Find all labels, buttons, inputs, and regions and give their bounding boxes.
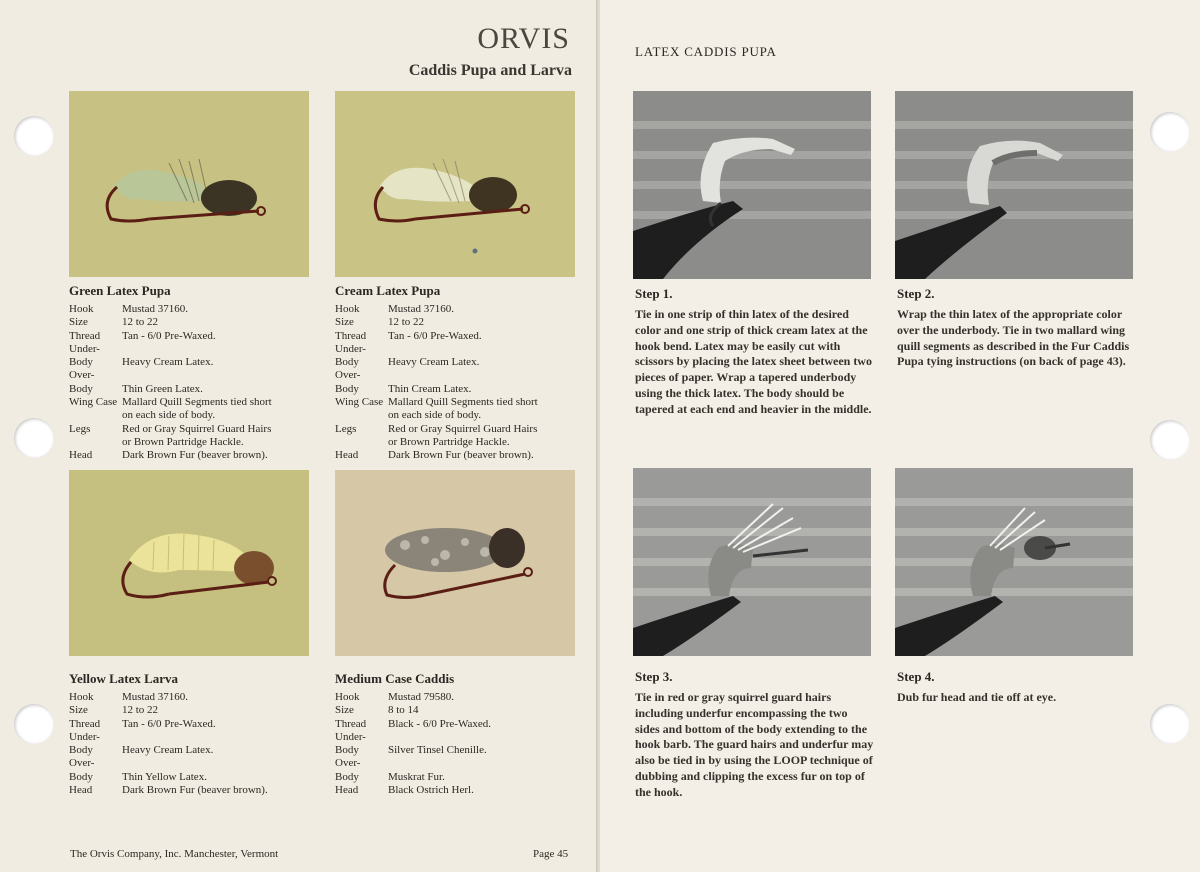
step-photo-2 bbox=[895, 91, 1133, 279]
recipe-value: Thin Cream Latex. bbox=[388, 382, 472, 395]
recipe-row bbox=[335, 369, 585, 382]
recipe-label bbox=[335, 409, 388, 422]
recipe-row bbox=[335, 704, 585, 717]
recipe-label: Under- bbox=[335, 342, 366, 355]
recipe-value: on each side of body. bbox=[122, 409, 216, 422]
fly-name: Green Latex Pupa bbox=[69, 283, 171, 298]
recipe-row bbox=[69, 757, 319, 770]
fly-photo-medium-case-caddis bbox=[335, 470, 575, 656]
recipe-row bbox=[69, 771, 319, 784]
right-page bbox=[600, 0, 1200, 872]
recipe-label: Under- bbox=[69, 342, 100, 355]
recipe-label: Size bbox=[69, 316, 88, 329]
left-page bbox=[0, 0, 598, 872]
recipe-label: Body bbox=[335, 744, 359, 757]
recipe-value: Black - 6/0 Pre-Waxed. bbox=[388, 717, 491, 730]
recipe-value: Dark Brown Fur (beaver brown). bbox=[122, 449, 268, 462]
recipe-value: Mustad 37160. bbox=[122, 303, 188, 315]
recipe-value: on each side of body. bbox=[388, 409, 482, 422]
recipe-value bbox=[388, 369, 585, 382]
recipe-row bbox=[335, 330, 585, 343]
recipe-label: Body bbox=[335, 770, 359, 783]
fly-recipe bbox=[335, 691, 585, 797]
recipe-value: 12 to 22 bbox=[388, 316, 425, 329]
recipe-row bbox=[69, 303, 319, 316]
recipe-value: Mustad 37160. bbox=[388, 303, 454, 315]
fly-recipe bbox=[69, 691, 319, 797]
step-title: Step 3. bbox=[635, 669, 673, 684]
recipe-value: Red or Gray Squirrel Guard Hairs bbox=[388, 422, 538, 435]
recipe-label bbox=[335, 436, 388, 449]
recipe-row bbox=[335, 449, 585, 462]
binder-hole bbox=[1150, 704, 1190, 744]
recipe-row bbox=[335, 691, 585, 704]
recipe-value: Tan - 6/0 Pre-Waxed. bbox=[122, 329, 216, 342]
recipe-value bbox=[122, 343, 319, 356]
recipe-row bbox=[335, 757, 585, 770]
recipe-value: Heavy Cream Latex. bbox=[122, 744, 214, 757]
recipe-value: Mustad 79580. bbox=[388, 691, 454, 703]
recipe-row bbox=[335, 436, 585, 449]
recipe-row bbox=[335, 744, 585, 757]
recipe-label: Wing Case bbox=[69, 396, 118, 409]
recipe-value: 12 to 22 bbox=[122, 316, 159, 329]
recipe-row bbox=[69, 383, 319, 396]
recipe-label: Body bbox=[335, 382, 359, 395]
recipe-label: Legs bbox=[69, 422, 91, 435]
publisher-footer: The Orvis Company, Inc. Manchester, Vermont bbox=[70, 848, 279, 860]
recipe-row bbox=[335, 731, 585, 744]
recipe-row bbox=[335, 784, 585, 797]
binder-hole bbox=[14, 704, 54, 744]
fly-name: Cream Latex Pupa bbox=[335, 283, 441, 298]
recipe-label: Thread bbox=[335, 329, 367, 342]
recipe-label: Hook bbox=[335, 691, 360, 703]
recipe-label: Body bbox=[69, 356, 93, 369]
step-title: Step 2. bbox=[897, 286, 935, 301]
recipe-value: or Brown Partridge Hackle. bbox=[122, 435, 244, 448]
recipe-row bbox=[335, 356, 585, 369]
fly-name: Yellow Latex Larva bbox=[69, 671, 179, 686]
step-photo-4 bbox=[895, 468, 1133, 656]
recipe-row bbox=[69, 718, 319, 731]
recipe-label: Thread bbox=[69, 717, 101, 730]
recipe-row bbox=[335, 316, 585, 329]
recipe-label: Legs bbox=[335, 422, 357, 435]
recipe-value: Dark Brown Fur (beaver brown). bbox=[122, 784, 268, 797]
recipe-label: Head bbox=[69, 449, 93, 462]
recipe-label: Over- bbox=[69, 757, 95, 770]
recipe-value: Thin Yellow Latex. bbox=[122, 770, 207, 783]
recipe-row bbox=[335, 423, 585, 436]
recipe-label: Head bbox=[335, 449, 359, 462]
recipe-value bbox=[388, 731, 585, 744]
step-photo-1 bbox=[633, 91, 871, 279]
recipe-value bbox=[122, 757, 319, 770]
recipe-row bbox=[69, 409, 319, 422]
recipe-value bbox=[122, 731, 319, 744]
recipe-value: Thin Green Latex. bbox=[122, 382, 203, 395]
binder-hole bbox=[1150, 112, 1190, 152]
recipe-row bbox=[69, 343, 319, 356]
recipe-row bbox=[69, 316, 319, 329]
recipe-row bbox=[69, 449, 319, 462]
recipe-row bbox=[335, 718, 585, 731]
page-number: Page 45 bbox=[533, 848, 569, 860]
binder-hole bbox=[1150, 420, 1190, 460]
recipe-value: Mallard Quill Segments tied short bbox=[122, 396, 272, 409]
recipe-label: Over- bbox=[335, 369, 361, 382]
recipe-label: Body bbox=[69, 744, 93, 757]
binder-hole bbox=[14, 418, 54, 458]
recipe-value bbox=[388, 343, 585, 356]
step-photo-3 bbox=[633, 468, 871, 656]
recipe-row bbox=[69, 356, 319, 369]
recipe-value: Muskrat Fur. bbox=[388, 770, 445, 783]
step-title: Step 1. bbox=[635, 286, 673, 301]
recipe-label: Hook bbox=[69, 303, 94, 315]
fly-recipe bbox=[69, 303, 319, 463]
recipe-row bbox=[69, 436, 319, 449]
fly-name: Medium Case Caddis bbox=[335, 671, 455, 686]
step-title: Step 4. bbox=[897, 669, 935, 684]
recipe-row bbox=[335, 771, 585, 784]
recipe-value: or Brown Partridge Hackle. bbox=[388, 435, 510, 448]
recipe-row bbox=[69, 396, 319, 409]
recipe-row bbox=[69, 369, 319, 382]
step-instructions: Wrap the thin latex of the appropriate color over the underbody. Tie in two mallard wing quill segments as described in the Fur Caddis Pupa tying instructions (on back of page 43). bbox=[897, 307, 1130, 369]
recipe-label: Thread bbox=[69, 329, 101, 342]
recipe-label: Size bbox=[335, 704, 354, 717]
recipe-row bbox=[69, 704, 319, 717]
page-title: Caddis Pupa and Larva bbox=[408, 62, 572, 79]
fly-photo-green-latex-pupa bbox=[69, 91, 309, 277]
recipe-label: Hook bbox=[69, 691, 94, 703]
recipe-row bbox=[335, 383, 585, 396]
recipe-row bbox=[69, 784, 319, 797]
recipe-row bbox=[69, 744, 319, 757]
step-instructions: Tie in red or gray squirrel guard hairs including underfur encompassing the two sides and bottom of the body extending to the hook barb. The guard hairs and underfur may also be tied in by using the LOOP technique of dubbing and clipping the excess fur on top of the hook. bbox=[635, 690, 874, 799]
recipe-value bbox=[122, 369, 319, 382]
fly-photo-cream-latex-pupa bbox=[335, 91, 575, 277]
recipe-value: Heavy Cream Latex. bbox=[122, 356, 214, 369]
recipe-value: Tan - 6/0 Pre-Waxed. bbox=[122, 717, 216, 730]
recipe-label bbox=[69, 436, 122, 449]
recipe-label: Hook bbox=[335, 303, 360, 315]
recipe-value: Red or Gray Squirrel Guard Hairs bbox=[122, 422, 272, 435]
recipe-row bbox=[335, 396, 585, 409]
recipe-value: Mallard Quill Segments tied short bbox=[388, 396, 538, 409]
recipe-label: Over- bbox=[69, 369, 95, 382]
recipe-label: Body bbox=[335, 356, 359, 369]
recipe-value: Mustad 37160. bbox=[122, 691, 188, 703]
recipe-value: Dark Brown Fur (beaver brown). bbox=[388, 449, 534, 462]
fly-photo-yellow-latex-larva bbox=[69, 470, 309, 656]
recipe-value: 8 to 14 bbox=[388, 704, 419, 717]
recipe-label: Under- bbox=[335, 730, 366, 743]
fly-recipe bbox=[335, 303, 585, 463]
recipe-row bbox=[69, 423, 319, 436]
step-instructions: Tie in one strip of thin latex of the desired color and one strip of thick cream latex at the hook bend. Latex may be easily cut with scissors by placing the latex sheet between two pieces of paper. Wrap a tapered underbody using the thick latex. The body should be tapered at each end and heavier in the middle. bbox=[635, 307, 872, 416]
recipe-label: Size bbox=[69, 704, 88, 717]
section-title: LATEX CADDIS PUPA bbox=[635, 44, 777, 59]
step-instructions: Dub fur head and tie off at eye. bbox=[897, 690, 1057, 704]
recipe-value: 12 to 22 bbox=[122, 704, 159, 717]
recipe-value: Heavy Cream Latex. bbox=[388, 356, 480, 369]
recipe-label: Head bbox=[69, 784, 93, 797]
recipe-label: Size bbox=[335, 316, 354, 329]
recipe-value: Silver Tinsel Chenille. bbox=[388, 744, 487, 757]
recipe-row bbox=[335, 409, 585, 422]
recipe-label: Body bbox=[69, 382, 93, 395]
recipe-label: Head bbox=[335, 784, 359, 797]
recipe-label: Wing Case bbox=[335, 396, 384, 409]
recipe-label: Under- bbox=[69, 730, 100, 743]
recipe-row bbox=[69, 330, 319, 343]
brand-logo: ORVIS bbox=[477, 22, 570, 55]
recipe-label bbox=[69, 409, 122, 422]
recipe-row bbox=[69, 731, 319, 744]
recipe-value bbox=[388, 757, 585, 770]
recipe-label: Body bbox=[69, 770, 93, 783]
recipe-row bbox=[335, 343, 585, 356]
recipe-label: Over- bbox=[335, 757, 361, 770]
recipe-label: Thread bbox=[335, 717, 367, 730]
binder-hole bbox=[14, 116, 54, 156]
recipe-row bbox=[335, 303, 585, 316]
recipe-row bbox=[69, 691, 319, 704]
recipe-value: Tan - 6/0 Pre-Waxed. bbox=[388, 329, 482, 342]
recipe-value: Black Ostrich Herl. bbox=[388, 784, 474, 797]
